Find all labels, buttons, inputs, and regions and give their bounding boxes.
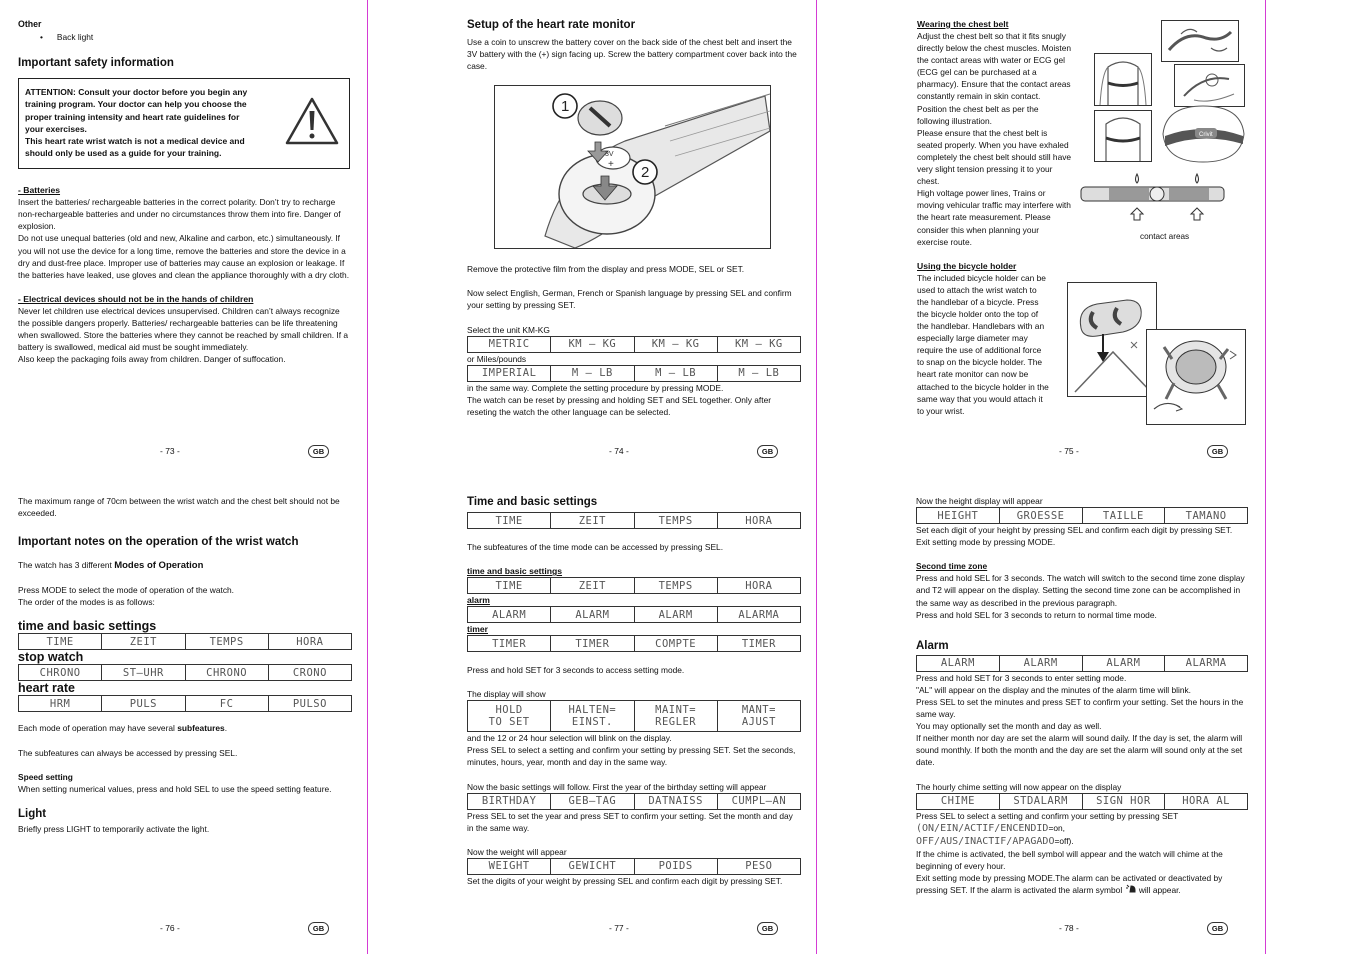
chest-belt-battery-image [495,86,771,249]
lcd-cell: ALARM [551,607,634,623]
back-light-item: • Back light [40,32,94,43]
chime-text-2: If the chime is activated, the bell symbol will appear and the watch will chime at the beginning of every hour. [916,848,1223,871]
belt-moisten-image [1161,20,1239,62]
lcd-cell: TAILLE [1082,508,1165,524]
same-way-text: in the same way. Complete the setting procedure by pressing MODE. [467,382,724,393]
battery-label: 3V [605,151,614,159]
lcd-alarm-row [467,606,801,623]
watch-on-holder-image [1146,329,1246,425]
hold-set-text: Press and hold SET for 3 seconds to access setting mode. [467,665,685,676]
speed-heading: Speed setting [18,771,73,782]
lcd-cell: HEIGHT [917,508,1000,524]
lcd-cell: TIME [468,578,551,594]
each-mode-text: Each mode of operation may have several subfeatures. [18,723,228,734]
lcd-cell: MANT= AJUST [717,701,800,732]
display-show-text: The display will show [467,689,546,700]
setup-intro: Use a coin to unscrew the battery cover on the back side of the chest belt and insert the 3V battery with the (+) sign facing up. Screw the battery compartment cover back into the case. [467,37,797,72]
lcd-cell: TIMER [551,636,634,652]
lcd-cell: M – LB [551,365,634,381]
attention-box [18,78,350,169]
lcd-cell: FC [185,696,268,712]
page-number: - 78 - [1059,923,1079,933]
lcd-cell: ZEIT [551,513,634,529]
page-footer [449,446,816,460]
alarm-text-1: Press and hold SET for 3 seconds to enter setting mode. [916,672,1127,683]
alarm-symbol-icon [1125,884,1137,894]
lcd-cell: HRM [19,696,102,712]
lcd-cell: ALARM [468,607,551,623]
lcd-cell: ALARMA [717,607,800,623]
page-74 [449,0,816,477]
page-78 [899,477,1265,954]
remove-film-text: Remove the protective film from the display and press MODE, SEL or SET. [467,264,745,275]
lcd-cell: ALARM [917,655,1000,671]
belt-wearing-image [1161,104,1246,164]
light-heading: Light [18,807,47,820]
range-text: The maximum range of 70cm between the wrist watch and the chest belt should not be exceeded. [18,496,340,519]
gb-badge: GB [1207,445,1228,458]
page-75 [899,0,1265,477]
lcd-cell: M – LB [634,365,717,381]
timer-label: timer [467,624,489,635]
gb-badge: GB [308,445,329,458]
page-number: - 77 - [609,923,629,933]
children-text-2: Also keep the packaging foils away from children. Danger of suffocation. [18,354,286,365]
height-text: Set each digit of your height by pressing SEL and confirm each digit by pressing SET. [916,525,1233,536]
lcd-cell: ST–UHR [102,665,185,681]
lcd-cell: HORA [268,634,351,650]
lcd-cell: GEWICHT [551,858,634,874]
page-number: - 74 - [609,446,629,456]
lcd-cell: DATNAISS [634,793,717,809]
gb-badge: GB [1207,922,1228,935]
chime-text-1: Press SEL to select a setting and confirm your setting by pressing SET [916,810,1179,821]
weight-intro: Now the weight will appear [467,846,567,857]
order-text: The order of the modes is as follows: [18,597,155,608]
subfeatures-text: The subfeatures of the time mode can be accessed by pressing SEL. [467,542,724,552]
safety-heading: Important safety information [18,57,174,70]
tz-return-text: Press and hold SEL for 3 seconds to return to normal time mode. [916,609,1157,620]
alarm-text-3: Press SEL to set the minutes and press SET to confirm your setting. Set the hours in the same way. [916,696,1244,720]
lcd-weight-row [467,858,801,875]
lcd-cell: KM – KG [717,336,800,352]
heart-heading: heart rate [18,681,75,696]
press-sel-text: Press SEL to select a setting and confirm your setting by pressing SET. Set the seconds, minutes, hours, year, month and day in the same way. [467,745,796,768]
belt-attach-image [1174,64,1245,107]
page-footer [0,446,367,460]
bicycle-holder-image [1067,282,1157,397]
page-number: - 75 - [1059,446,1079,456]
lcd-heart-row [18,695,352,712]
bicycle-heading: Using the bicycle holder [917,260,1017,271]
lcd-imperial-row [467,365,801,382]
lcd-cell: MAINT= REGLER [634,701,717,732]
lcd-hold-row [467,700,801,732]
lcd-cell: BIRTHDAY [468,793,551,809]
wearing-text: Adjust the chest belt so that it fits snugly directly below the chest muscles. Moisten the contact areas with water or ECG gel (ECG gel can be purchased at a pharmacy). Ensure that the contact areas constantly remain in skin contact. [917,31,1072,102]
page-divider [367,0,368,954]
lcd-cell: TAMANO [1165,508,1248,524]
warning-triangle-icon [285,97,339,145]
lcd-cell: PULSO [268,696,351,712]
bicycle-text: The included bicycle holder can be used to attach the wrist watch to the handlebar of a bicycle. Press the bicycle holder onto the top of the handlebar. Handlebars with an especially large diameter may require the use of additional force to snap on the bicycle holder. The heart rate monitor can now be attached to the bicycle holder in the same way that you would attach it to your wrist. [917,272,1049,416]
lcd-cell: ALARM [1082,655,1165,671]
lcd-cell: SIGN HOR [1082,793,1165,809]
lcd-cell: M – LB [717,365,800,381]
press-mode-text: Press MODE to select the mode of operation of the watch. [18,585,234,596]
alarm-text-5: If neither month nor day are set the alarm will sound daily. If the day is set, the alarm will sound monthly. If both the month and the day are set the alarm will sound only at the set date. [916,733,1243,768]
lcd-cell: KM – KG [634,336,717,352]
page-footer [0,923,367,937]
stop-heading: stop watch [18,650,84,665]
height-intro: Now the height display will appear [916,496,1043,506]
attention-text-2: This heart rate wrist watch is not a medical device and should only be used as a guide for your training. [25,136,245,159]
lcd-cell: COMPTE [634,636,717,652]
lcd-cell: HORA [717,578,800,594]
lcd-cell: WEIGHT [468,858,551,874]
contact-areas-image [1079,170,1226,222]
light-text: Briefly press LIGHT to temporarily activate the light. [18,823,210,834]
lcd-height-row [916,507,1248,524]
wearing-heading: Wearing the chest belt [917,19,1009,29]
exit-text: Exit setting mode by pressing MODE. [916,537,1056,548]
page-number: - 73 - [160,446,180,456]
batteries-text-2: Do not use unequal batteries (old and new, Alkaline and carbon, etc.) simultaneously. If you will not use the device for a long time, remove the batteries and store the device in a dry and dust-free place. Improper use of batteries may cause an explosion or leakage. If the batteries have leaked, use gloves and clean the appliance thoroughly with a dry cloth. [18,233,350,280]
lcd-chime-row [916,793,1248,810]
lcd-cell: TEMPS [634,578,717,594]
weight-text: Set the digits of your weight by pressing SEL and confirm each digit by pressing SET. [467,875,783,886]
lcd-cell: KM – KG [551,336,634,352]
reset-text: The watch can be reset by pressing and holding SET and SEL together. Only after reseting the watch the other language can be selected. [467,394,772,417]
position-text: Position the chest belt as per the following illustration. [917,103,1039,126]
lcd-cell: HOLD TO SET [468,701,551,732]
lcd-cell: ALARM [999,655,1082,671]
setup-heading: Setup of the heart rate monitor [467,19,636,31]
language-text: Now select English, German, French or Spanish language by pressing SEL and confirm your setting by pressing SET. [467,288,792,311]
notes-heading: Important notes on the operation of the wrist watch [18,536,299,549]
alarm-text-2: "AL" will appear on the display and the minutes of the alarm time will blink. [916,684,1192,695]
lcd-timer-row [467,635,801,652]
lcd-cell: PULS [102,696,185,712]
lcd-cell: TIMER [468,636,551,652]
speed-text: When setting numerical values, press and hold SEL to use the speed setting feature. [18,783,332,794]
page-73 [0,0,367,477]
lcd-cell: TEMPS [634,513,717,529]
lcd-cell: CHIME [917,793,1000,809]
lcd-cell: IMPERIAL [468,365,551,381]
lcd-cell: HORA AL [1165,793,1248,809]
lcd-cell: ALARMA [1165,655,1248,671]
page-76 [0,477,367,954]
lcd-cell: METRIC [468,336,551,352]
lcd-cell: ALARM [634,607,717,623]
lcd-cell: CUMPL–AN [717,793,800,809]
lcd-cell: TEMPS [185,634,268,650]
other-heading: Other [18,19,42,29]
lcd-alarm-row [916,655,1248,672]
children-heading: - Electrical devices should not be in the hands of children [18,293,254,304]
subfeatures-text: The subfeatures can always be accessed by pressing SEL. [18,747,238,758]
lcd-cell: HALTEN= EINST. [551,701,634,732]
chime-intro: The hourly chime setting will now appear on the display [916,781,1122,792]
page-divider [816,0,817,954]
lcd-cell: POIDS [634,858,717,874]
gb-badge: GB [308,922,329,935]
lcd-time-row [467,512,801,529]
step-1-label: 1 [561,98,570,116]
modes-text: The watch has 3 different Modes of Operation [18,560,204,572]
time-settings-heading: Time and basic settings [467,496,598,508]
lcd-cell: CRONO [268,665,351,681]
alarm-text-4: You may optionally set the month and day as well. [916,721,1102,732]
alarm-heading: Alarm [916,639,949,652]
batteries-text: Insert the batteries/ rechargeable batteries in the correct polarity. Don’t try to recharge non-rechargeable batteries and under no circumstances throw them into fire. Danger of explosion. [18,197,341,232]
page-footer [449,923,816,937]
step-2-label: 2 [641,164,650,182]
page-divider [1265,0,1266,954]
lcd-cell: TIME [468,513,551,529]
time-heading: time and basic settings [18,619,157,634]
belt-brand: Crivit [1199,132,1213,138]
select-unit-text: Select the unit KM-KG [467,324,550,335]
lcd-cell: GEB–TAG [551,793,634,809]
lcd-cell: TIMER [717,636,800,652]
or-miles-text: or Miles/pounds [467,353,527,364]
chime-text-3: Exit setting mode by pressing MODE.The alarm can be activated or deactivated by pressing SET. If the alarm is activated the alarm symbol will appear. [916,873,1223,896]
lcd-cell: GROESSE [999,508,1082,524]
lcd-cell: CHRONO [185,665,268,681]
lcd-cell: ZEIT [551,578,634,594]
gb-badge: GB [757,922,778,935]
battery-illustration [494,85,771,249]
lcd-stop-row [18,664,352,681]
lcd-cell: STDALARM [999,793,1082,809]
page-footer [899,446,1265,460]
lcd-time-row-2 [467,577,801,594]
lcd-cell: PESO [717,858,800,874]
attention-text: ATTENTION: Consult your doctor before you begin any training program. Your doctor can help you choose the proper training intensity and heart rate guidelines for your exercises. [25,87,248,134]
page-footer [899,923,1265,937]
lcd-cell: ZEIT [102,634,185,650]
lcd-time-row [18,633,352,650]
svg-text:+: + [608,159,614,171]
alarm-label: alarm [467,595,490,606]
gb-badge: GB [757,445,778,458]
ensure-text: Please ensure that the chest belt is seated properly. When you have exhaled completely the chest belt should still have very slight tension pressing it to your chest. [917,127,1072,187]
lcd-cell: CHRONO [19,665,102,681]
tbs-label: time and basic settings [467,566,563,577]
belt-back-image [1094,110,1152,162]
chime-onoff: (ON/EIN/ACTIF/ENCENDID=on, OFF/AUS/INACTIF/APAGADO=off). [916,822,1074,847]
children-text: Never let children use electrical devices unsupervised. Children can’t always recognize the possible dangers properly. Batteries/ rechargeable batteries can be life threatening when swallowed. Store the batteries where they cannot be reached by small children. If a battery is swallowed, medical aid must be sought immediately. [18,305,349,353]
blink-text: and the 12 or 24 hour selection will blink on the display. [467,733,672,744]
page-number: - 76 - [160,923,180,933]
tz-text: Press and hold SEL for 3 seconds. The watch will switch to the second time zone display and T2 will appear on the display. Setting the second time zone can be accomplished in the same way as described in the previous paragraph. [916,573,1245,608]
birthday-text: Press SEL to set the year and press SET to confirm your setting. Set the month and day in the same way. [467,810,793,833]
birthday-intro: Now the basic settings will follow. First the year of the birthday setting will appear [467,781,767,792]
lcd-cell: TIME [19,634,102,650]
page-77 [449,477,816,954]
lcd-birthday-row [467,793,801,810]
lcd-metric-row [467,336,801,353]
high-voltage-text: High voltage power lines, Trains or moving vehicular traffic may interfere with the heart rate measurement. Please consider this when planning your exercise route. [917,188,1071,247]
belt-front-image [1094,53,1152,106]
tz-heading: Second time zone [916,561,988,572]
batteries-heading: - Batteries [18,185,61,196]
contact-areas-caption: contact areas [1140,232,1190,241]
lcd-cell: HORA [717,513,800,529]
